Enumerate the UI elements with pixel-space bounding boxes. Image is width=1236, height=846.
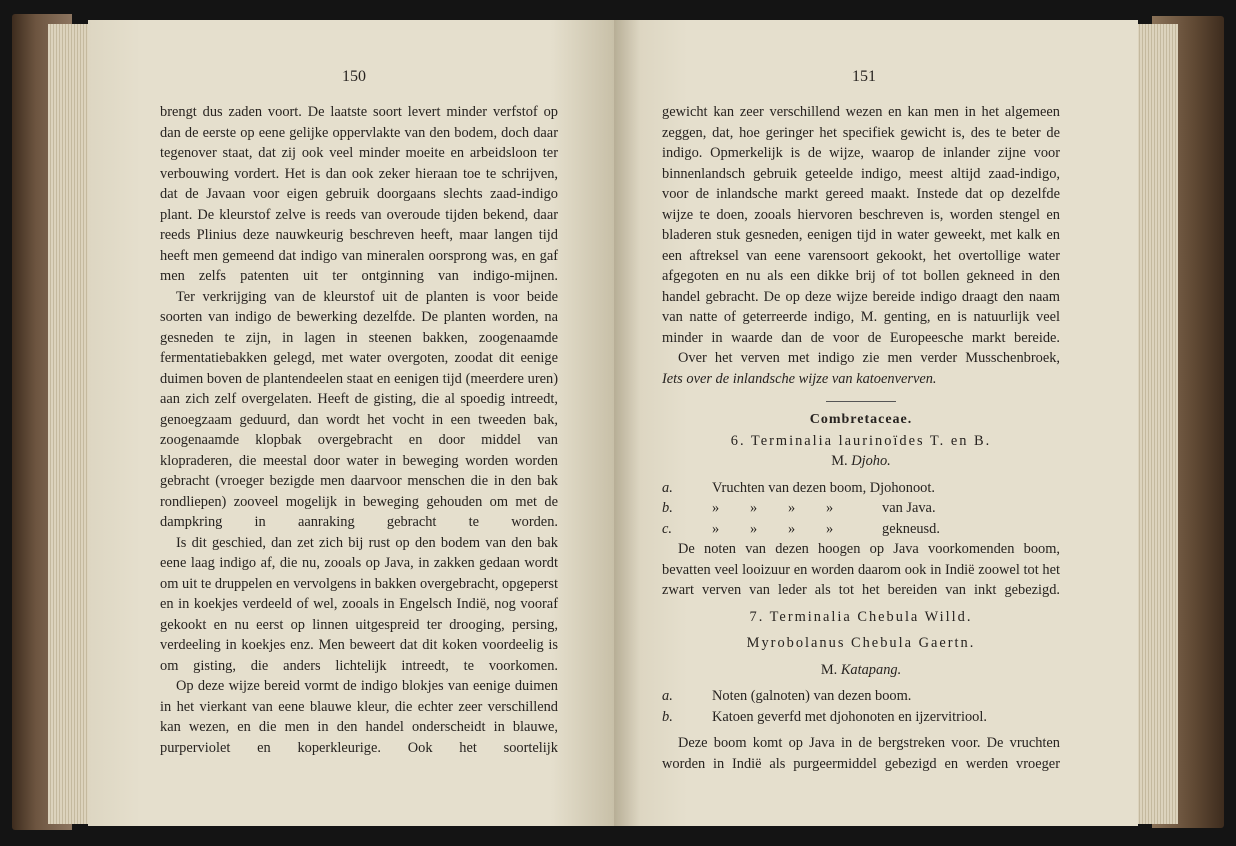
- right-page-text: [662, 102, 1060, 774]
- right-page: [614, 20, 1138, 826]
- species-heading: 7. Terminalia Chebula Willd.: [749, 608, 973, 625]
- paragraph: Is dit geschied, dan zet zich bij rust op den bodem van den bak eene laag indigo af, die nu, zooals op Java, in zakken gedaan wordt om uit te druppelen en vervolgens in bakken overgebracht, opgeperst en in koekjes verdeeld of wel, zooals in Engelsch Indië, nog vooraf gekookt en nu eerst op linnen uitgespreid ter drooging, persing, verdeeling in koekjes enz. Men beweert dat dit koken voordeelig is om gisting, die anders lichtelijk intreedt, te voorkomen.: [160, 534, 558, 674]
- section-divider: [826, 401, 896, 402]
- reference-line: Over het verven met indigo zie men verder Musschenbroek,: [678, 350, 1060, 366]
- paragraph: brengt dus zaden voort. De laatste soort levert minder verfstof op dan de eerste op eene gelijke oppervlakte van den bodem, doch daar tegenover staat, dat zij ook veel minder moeite en arbeidsloon ter verbouwing vordert. Het is dan ook zeker hieraan toe te schrijven, dat de Javaan voor eigen gebruik doorgaans slechts zaad-indigo plant. De kleurstof zelve is reeds van overoude tijden bekend, daar reeds Plinius deze nauwkeurig beschreven heeft, maar langen tijd heeft men gemeend dat indigo van mineralen oorsprong was, en gaf men zelfs patenten uit ter ontginning van indigo-mijnen.: [160, 104, 558, 284]
- malay-name: M. Djoho.: [831, 453, 891, 469]
- page-edges-right: [1136, 24, 1178, 824]
- page-number: 150: [342, 68, 366, 85]
- list-item: a. Vruchten van dezen boom, Djohonoot.: [662, 479, 935, 496]
- paragraph: Op deze wijze bereid vormt de indigo blokjes van eenige duimen in het vierkant van eene blauwe kleur, die echter zeer verschillend kan wezen, en die men in den handel onderscheidt in blauwe, purperviolet en koperkleurige. Ook het soortelijk: [160, 678, 558, 756]
- paragraph: gewicht kan zeer verschillend wezen en kan men in het algemeen zeggen, dat, hoe geringer het specifiek gewicht is, des te beter de indigo. Opmerkelijk is de wijze, waarop de inlander zijne voor binnenlandsch gebruik geteelde indigo, meest altijd zaad-indigo, voor de inlandsche markt gereed maakt. Instede dat op dezelfde wijze te doen, zooals hiervoren beschreven is, worden stengel en bladeren stuk gesneden, eenigen tijd in water geweekt, met kalk en een aftreksel van eene varensoort gekookt, het overtollige water afgegoten en nu als een dikke brij of tot bollen gekneed in den handel gebracht. De op deze wijze bereide indigo draagt den naam van natte of geterreerde indigo, M. genting, en is natuurlijk veel minder in waarde dan de voor de Europeesche markt bereide.: [662, 104, 1060, 346]
- left-page-text: [160, 102, 558, 758]
- reference-title: Iets over de inlandsche wijze van katoenverven.: [662, 370, 937, 387]
- list-item: b. » » » » van Java.: [662, 500, 936, 516]
- paragraph: Deze boom komt op Java in de bergstreken voor. De vruchten worden in Indië als purgeermiddel gebezigd en werden vroeger: [662, 735, 1060, 772]
- malay-name: M. Katapang.: [820, 661, 902, 678]
- synonym-heading: Myrobolanus Chebula Gaertn.: [746, 635, 976, 651]
- left-page: [88, 20, 614, 826]
- paragraph: De noten van dezen hoogen op Java voorkomenden boom, bevatten veel looizuur en worden daarom ook in Indië zoowel tot het zwart verven van leder als tot het bereiden van inkt gebezigd.: [662, 541, 1060, 598]
- page-number: 151: [852, 68, 876, 85]
- species-heading: 6. Terminalia laurinoïdes T. en B.: [730, 432, 992, 449]
- list-item: c. » » » » gekneusd.: [662, 520, 940, 537]
- list-item: a. Noten (galnoten) van dezen boom.: [662, 688, 912, 704]
- list-item: b. Katoen geverfd met djohonoten en ijzervitriool.: [662, 708, 987, 725]
- family-heading: Combretaceae.: [809, 412, 913, 427]
- paragraph: Ter verkrijging van de kleurstof uit de planten is voor beide soorten van indigo de bewerking dezelfde. De planten worden, na gesneden te zijn, in lagen in steenen bakken, zoogenaamde fermentatiebakken gelegd, met water overgoten, zoodat dit eenige duimen boven de plantendeelen staat en eenigen tijd (meerdere uren) aan zich zelf overgelaten. Heeft de gisting, die al spoedig intreedt, genoegzaam geduurd, dan wordt het vocht in een tweeden bak, zoogenaamde klopbak overgebracht en door middel van klopraderen, die meestal door water in beweging worden worden gebracht (vroeger bezigde men daarvoor menschen die in den bak rondliepen) zooveel mogelijk in beweging gehouden om met de dampkring in aanraking gebracht te worden.: [160, 288, 558, 530]
